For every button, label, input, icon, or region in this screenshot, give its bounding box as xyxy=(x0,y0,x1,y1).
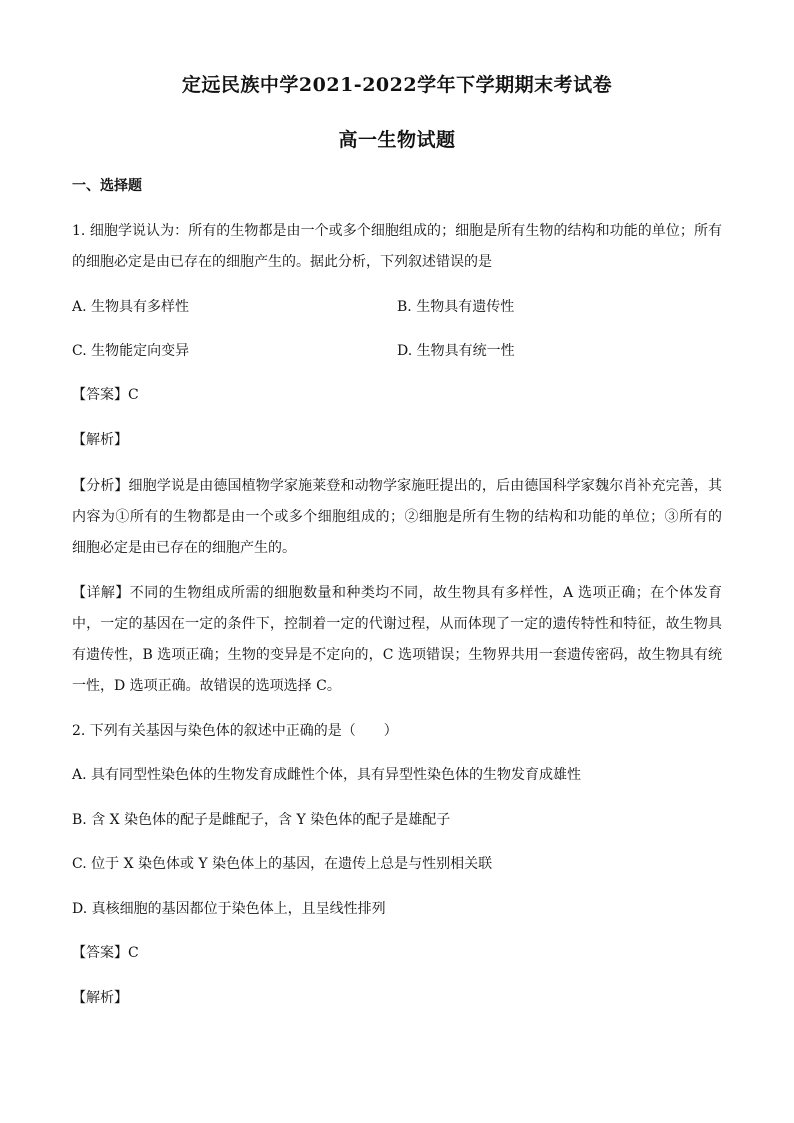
q2-stem: 2. 下列有关基因与染色体的叙述中正确的是（ ） xyxy=(72,723,398,739)
q1-detail-line-1 xyxy=(72,583,722,603)
q1-analysis-line-2: 内容为①所有的生物都是由一个或多个细胞组成的；②细胞是所有生物的结构和功能的单位；③所有的 xyxy=(72,509,722,525)
q1-answer xyxy=(72,385,139,405)
exam-title: 定远民族中学2021-2022学年下学期期末考试卷 xyxy=(181,74,613,96)
q1-stem-line-2: 的细胞必定是由已存在的细胞产生的。据此分析，下列叙述错误的是 xyxy=(72,254,492,270)
q1-analysis-label: 【解析】 xyxy=(72,432,128,448)
q2-answer-value: C xyxy=(128,945,139,961)
q1-option-c: C. 生物能定向变异 xyxy=(72,343,190,359)
q1-analysis-sublabel: 【分析】 xyxy=(72,478,129,494)
q1-analysis-line-3: 细胞必定是由已存在的细胞产生的。 xyxy=(72,540,296,556)
q1-detail-line-4: 一性，D 选项正确。故错误的选项选择 C。 xyxy=(72,678,341,694)
q2-answer-label: 【答案】 xyxy=(72,945,128,961)
q1-option-a: A. 生物具有多样性 xyxy=(72,299,190,315)
q2-option-a: A. 具有同型性染色体的生物发育成雌性个体，具有异型性染色体的生物发育成雄性 xyxy=(72,767,582,783)
q2-answer xyxy=(72,943,139,963)
q2-analysis-label: 【解析】 xyxy=(72,990,128,1006)
q1-detail-text-1: 不同的生物组成所需的细胞数量和种类均不同，故生物具有多样性，A 选项正确；在个体发育 xyxy=(129,585,723,601)
exam-subtitle: 高一生物试题 xyxy=(338,129,456,151)
q1-answer-label: 【答案】 xyxy=(72,387,128,403)
q1-answer-value: C xyxy=(128,387,139,403)
section-heading: 一、选择题 xyxy=(72,178,142,194)
q1-analysis-text-1: 细胞学说是由德国植物学家施莱登和动物学家施旺提出的，后由德国科学家魏尔肖补充完善，其 xyxy=(128,478,723,494)
q1-detail-label: 【详解】 xyxy=(72,585,130,601)
q2-option-b: B. 含 X 染色体的配子是雌配子，含 Y 染色体的配子是雄配子 xyxy=(72,812,451,828)
q1-detail-line-3: 有遗传性，B 选项正确；生物的变异是不定向的，C 选项错误；生物界共用一套遗传密码，故生物具有统 xyxy=(72,647,722,663)
q1-analysis-line-1 xyxy=(72,476,722,496)
q1-detail-line-2: 中，一定的基因在一定的条件下，控制着一定的代谢过程，从而体现了一定的遗传特性和特征，故生物具 xyxy=(72,616,722,632)
q2-option-c: C. 位于 X 染色体或 Y 染色体上的基因，在遗传上总是与性别相关联 xyxy=(72,856,493,872)
q1-option-d: D. 生物具有统一性 xyxy=(397,343,515,359)
q2-option-d: D. 真核细胞的基因都位于染色体上，且呈线性排列 xyxy=(72,901,386,917)
q1-option-b: B. 生物具有遗传性 xyxy=(397,299,515,315)
q1-stem-line-1: 1. 细胞学说认为：所有的生物都是由一个或多个细胞组成的；细胞是所有生物的结构和功能的单位；所有 xyxy=(72,223,722,239)
